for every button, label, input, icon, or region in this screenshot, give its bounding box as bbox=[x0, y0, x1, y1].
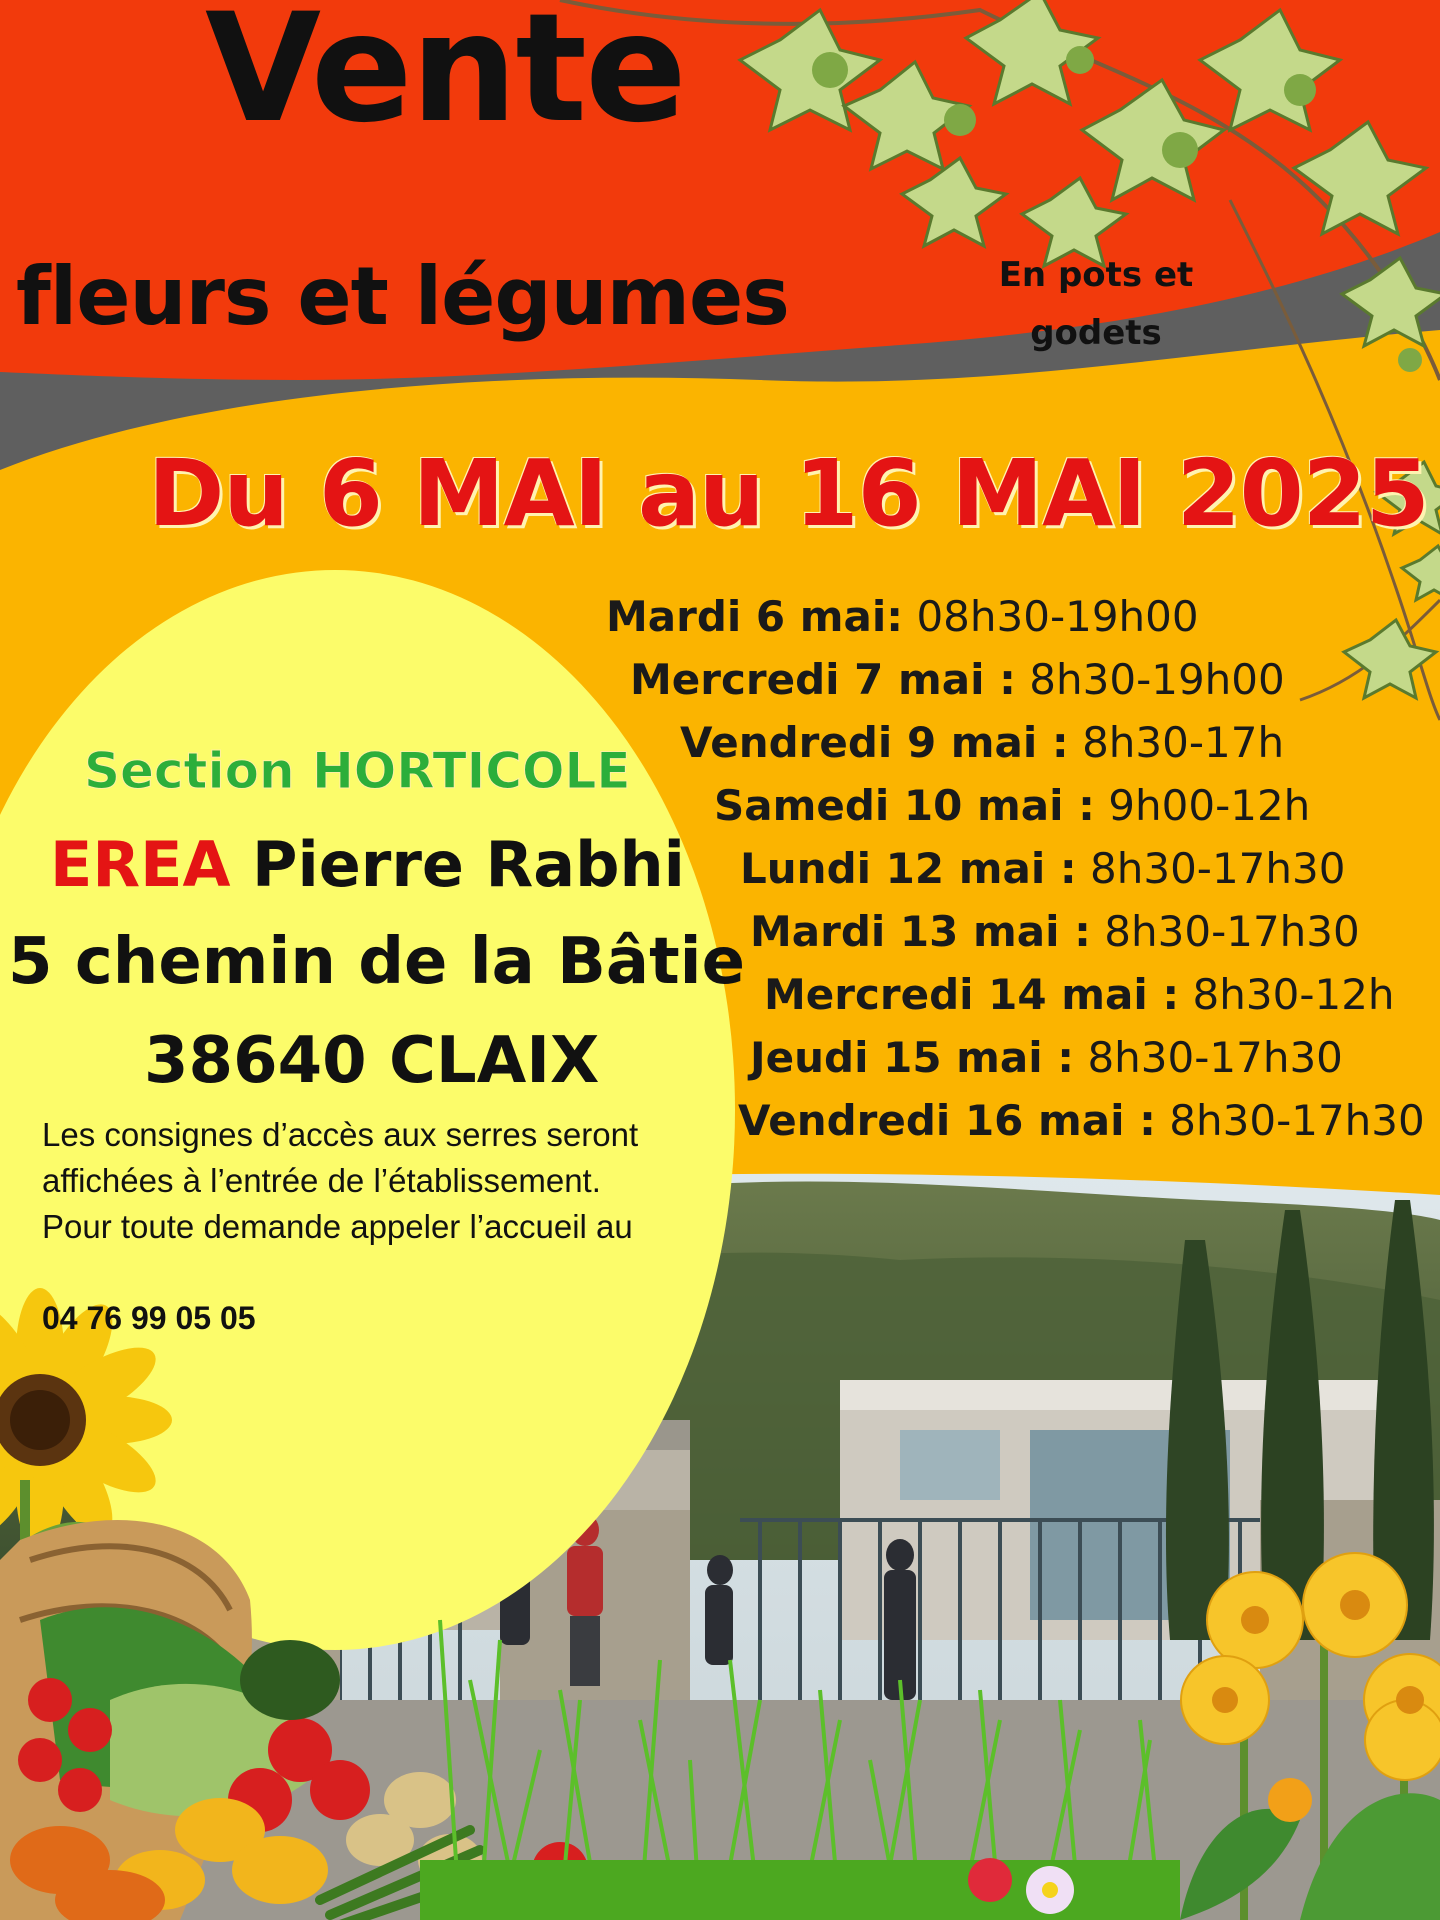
schedule-row bbox=[680, 718, 1284, 767]
school-name bbox=[50, 828, 685, 901]
schedule-row bbox=[606, 592, 1199, 641]
schedule-row bbox=[630, 655, 1285, 704]
schedule-day: Samedi 10 mai : bbox=[714, 781, 1095, 830]
schedule-hours: 8h30-19h00 bbox=[1029, 655, 1285, 704]
schedule-row bbox=[750, 907, 1360, 956]
school-person-name: Pierre Rabhi bbox=[252, 828, 685, 901]
schedule-hours: 8h30-17h30 bbox=[1169, 1096, 1425, 1145]
schedule-row bbox=[750, 1033, 1343, 1082]
pots-note: En pots et godets bbox=[998, 255, 1194, 353]
phone-number: 04 76 99 05 05 bbox=[42, 1300, 256, 1336]
schedule-day: Lundi 12 mai : bbox=[740, 844, 1077, 893]
schedule-row bbox=[714, 781, 1310, 830]
schedule-hours: 8h30-17h30 bbox=[1104, 907, 1360, 956]
schedule-hours: 08h30-19h00 bbox=[916, 592, 1199, 641]
schedule-hours: 8h30-17h30 bbox=[1087, 1033, 1343, 1082]
schedule-hours: 8h30-17h30 bbox=[1090, 844, 1346, 893]
date-range: Du 6 MAI au 16 MAI 2025 bbox=[148, 440, 1429, 547]
schedule-day: Jeudi 15 mai : bbox=[750, 1033, 1075, 1082]
schedule-hours: 8h30-17h bbox=[1082, 718, 1285, 767]
schedule-day: Mercredi 7 mai : bbox=[630, 655, 1016, 704]
school-acronym: EREA bbox=[50, 828, 231, 901]
schedule-day: Mardi 6 mai: bbox=[606, 592, 904, 641]
schedule-hours: 9h00-12h bbox=[1108, 781, 1311, 830]
address-street: 5 chemin de la Bâtie bbox=[8, 925, 745, 999]
section-label: Section HORTICOLE bbox=[84, 742, 631, 800]
schedule-day: Mardi 13 mai : bbox=[750, 907, 1091, 956]
schedule-day: Vendredi 16 mai : bbox=[738, 1096, 1156, 1145]
schedule-day: Mercredi 14 mai : bbox=[764, 970, 1180, 1019]
access-instructions: Les consignes d’accès aux serres seront affichées à l’entrée de l’établissement. Pour toute demande appeler l’accueil au bbox=[42, 1116, 639, 1245]
schedule-row bbox=[738, 1096, 1425, 1145]
poster-title: Vente bbox=[205, 0, 685, 156]
address-city: 38640 CLAIX bbox=[144, 1024, 600, 1098]
schedule-day: Vendredi 9 mai : bbox=[680, 718, 1069, 767]
schedule-row bbox=[740, 844, 1345, 893]
schedule-hours: 8h30-12h bbox=[1192, 970, 1395, 1019]
poster-subtitle: fleurs et légumes bbox=[16, 250, 789, 343]
schedule-row bbox=[764, 970, 1395, 1019]
